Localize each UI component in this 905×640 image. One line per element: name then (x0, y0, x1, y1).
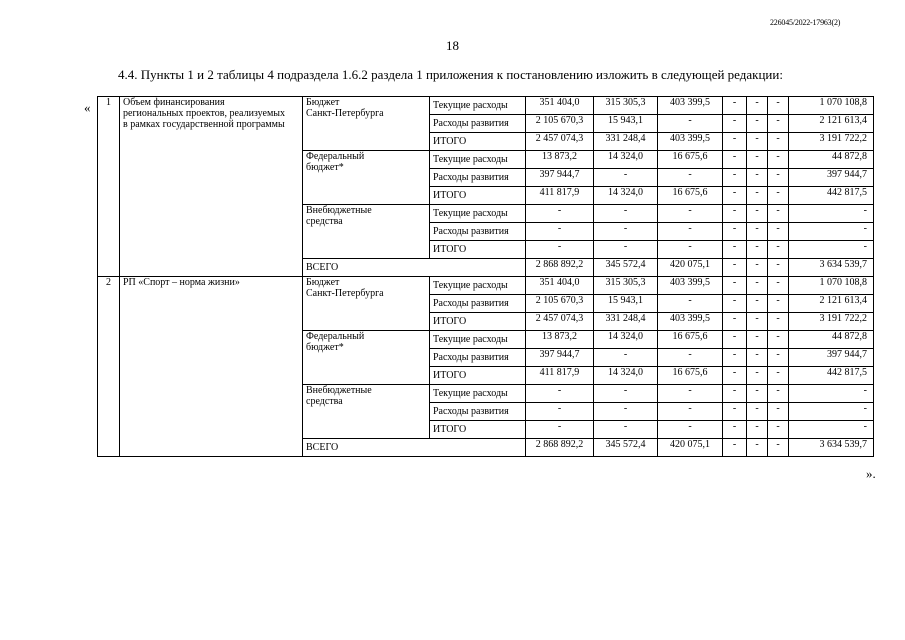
value-cell: 15 943,1 (594, 295, 658, 313)
value-cell: - (723, 277, 747, 295)
total-value-cell: 3 634 539,7 (789, 259, 874, 277)
value-cell: 442 817,5 (789, 367, 874, 385)
value-cell: 13 873,2 (526, 331, 594, 349)
value-cell: - (747, 133, 768, 151)
value-cell: - (594, 205, 658, 223)
value-cell: 44 872,8 (789, 331, 874, 349)
value-cell: - (723, 385, 747, 403)
value-cell: - (789, 403, 874, 421)
expense-type: Расходы развития (430, 349, 526, 367)
expense-type: Расходы развития (430, 295, 526, 313)
value-cell: - (723, 349, 747, 367)
value-cell: - (723, 331, 747, 349)
value-cell: 1 070 108,8 (789, 277, 874, 295)
value-cell: 2 121 613,4 (789, 295, 874, 313)
total-value-cell: 420 075,1 (658, 439, 723, 457)
value-cell: - (789, 241, 874, 259)
value-cell: - (747, 187, 768, 205)
value-cell: - (747, 223, 768, 241)
total-label: ВСЕГО (303, 259, 526, 277)
value-cell: 13 873,2 (526, 151, 594, 169)
expense-type: ИТОГО (430, 367, 526, 385)
value-cell: - (723, 403, 747, 421)
value-cell: - (768, 169, 789, 187)
row-name: Объем финансирования региональных проектов, реализуемых в рамках государственной программы (120, 97, 303, 277)
value-cell: - (747, 97, 768, 115)
expense-type: ИТОГО (430, 133, 526, 151)
value-cell: - (747, 241, 768, 259)
expense-type: ИТОГО (430, 187, 526, 205)
value-cell: 397 944,7 (526, 349, 594, 367)
value-cell: - (768, 403, 789, 421)
value-cell: - (768, 295, 789, 313)
value-cell: 14 324,0 (594, 187, 658, 205)
value-cell: - (747, 205, 768, 223)
total-label: ВСЕГО (303, 439, 526, 457)
value-cell: - (768, 97, 789, 115)
value-cell: - (747, 349, 768, 367)
value-cell: 2 105 670,3 (526, 295, 594, 313)
value-cell: 2 457 074,3 (526, 313, 594, 331)
value-cell: - (526, 241, 594, 259)
value-cell: 403 399,5 (658, 313, 723, 331)
value-cell: 442 817,5 (789, 187, 874, 205)
row-number: 1 (98, 97, 120, 277)
value-cell: - (723, 205, 747, 223)
funding-source: Внебюджетные средства (303, 205, 430, 259)
value-cell: - (747, 169, 768, 187)
value-cell: - (594, 421, 658, 439)
value-cell: 315 305,3 (594, 277, 658, 295)
value-cell: - (747, 295, 768, 313)
value-cell: - (747, 151, 768, 169)
funding-source: Бюджет Санкт-Петербурга (303, 277, 430, 331)
opening-quote: « (84, 100, 91, 115)
value-cell: 16 675,6 (658, 367, 723, 385)
value-cell: 14 324,0 (594, 151, 658, 169)
expense-type: Текущие расходы (430, 277, 526, 295)
value-cell: 331 248,4 (594, 133, 658, 151)
value-cell: - (723, 367, 747, 385)
value-cell: - (658, 205, 723, 223)
expense-type: Расходы развития (430, 223, 526, 241)
value-cell: - (594, 403, 658, 421)
value-cell: 14 324,0 (594, 331, 658, 349)
funding-source: Внебюджетные средства (303, 385, 430, 439)
value-cell: - (789, 205, 874, 223)
value-cell: 2 457 074,3 (526, 133, 594, 151)
value-cell: - (594, 169, 658, 187)
value-cell: 15 943,1 (594, 115, 658, 133)
value-cell: - (768, 205, 789, 223)
value-cell: - (594, 223, 658, 241)
total-value-cell: 345 572,4 (594, 259, 658, 277)
value-cell: 14 324,0 (594, 367, 658, 385)
document-number: 226045/2022-17963(2) (770, 18, 841, 27)
value-cell: - (768, 421, 789, 439)
closing-quote: ». (866, 466, 876, 481)
value-cell: - (723, 313, 747, 331)
value-cell: - (747, 277, 768, 295)
value-cell: - (723, 115, 747, 133)
expense-type: Расходы развития (430, 115, 526, 133)
expense-type: ИТОГО (430, 313, 526, 331)
row-name: РП «Спорт – норма жизни» (120, 277, 303, 457)
value-cell: - (526, 223, 594, 241)
expense-type: Текущие расходы (430, 331, 526, 349)
value-cell: - (768, 385, 789, 403)
value-cell: - (723, 151, 747, 169)
value-cell: - (526, 421, 594, 439)
total-value-cell: - (723, 259, 747, 277)
value-cell: 2 121 613,4 (789, 115, 874, 133)
value-cell: - (768, 187, 789, 205)
value-cell: 351 404,0 (526, 97, 594, 115)
amendment-heading: 4.4. Пункты 1 и 2 таблицы 4 подраздела 1.6.2 раздела 1 приложения к постановлению изложить в следующей редакции: (118, 67, 783, 82)
value-cell: - (768, 151, 789, 169)
expense-type: Текущие расходы (430, 97, 526, 115)
value-cell: 16 675,6 (658, 151, 723, 169)
value-cell: 403 399,5 (658, 277, 723, 295)
table-row (98, 97, 874, 115)
total-value-cell: 3 634 539,7 (789, 439, 874, 457)
value-cell: - (789, 421, 874, 439)
value-cell: - (768, 241, 789, 259)
value-cell: - (723, 133, 747, 151)
table-row (98, 277, 874, 295)
value-cell: 411 817,9 (526, 187, 594, 205)
value-cell: 44 872,8 (789, 151, 874, 169)
value-cell: - (789, 385, 874, 403)
value-cell: - (747, 313, 768, 331)
value-cell: 331 248,4 (594, 313, 658, 331)
value-cell: - (747, 403, 768, 421)
page-number: 18 (446, 38, 459, 53)
value-cell: - (723, 169, 747, 187)
funding-source: Федеральный бюджет* (303, 331, 430, 385)
value-cell: - (723, 295, 747, 313)
value-cell: - (723, 187, 747, 205)
value-cell: - (658, 241, 723, 259)
total-value-cell: 2 868 892,2 (526, 439, 594, 457)
value-cell: 397 944,7 (789, 349, 874, 367)
value-cell: - (526, 403, 594, 421)
value-cell: 2 105 670,3 (526, 115, 594, 133)
value-cell: 3 191 722,2 (789, 313, 874, 331)
financing-table (97, 96, 874, 457)
total-value-cell: 420 075,1 (658, 259, 723, 277)
funding-source: Бюджет Санкт-Петербурга (303, 97, 430, 151)
value-cell: - (723, 223, 747, 241)
total-value-cell: - (768, 439, 789, 457)
value-cell: - (768, 133, 789, 151)
total-value-cell: 2 868 892,2 (526, 259, 594, 277)
value-cell: - (768, 331, 789, 349)
row-number: 2 (98, 277, 120, 457)
value-cell: - (658, 295, 723, 313)
value-cell: - (768, 277, 789, 295)
value-cell: - (747, 385, 768, 403)
total-value-cell: - (747, 259, 768, 277)
financing-table-body (98, 97, 874, 457)
value-cell: - (658, 385, 723, 403)
total-value-cell: - (747, 439, 768, 457)
value-cell: - (594, 385, 658, 403)
value-cell: 16 675,6 (658, 187, 723, 205)
value-cell: 3 191 722,2 (789, 133, 874, 151)
expense-type: Расходы развития (430, 169, 526, 187)
expense-type: ИТОГО (430, 241, 526, 259)
value-cell: 16 675,6 (658, 331, 723, 349)
value-cell: - (768, 367, 789, 385)
value-cell: 315 305,3 (594, 97, 658, 115)
expense-type: Текущие расходы (430, 205, 526, 223)
value-cell: - (747, 331, 768, 349)
value-cell: - (789, 223, 874, 241)
value-cell: - (723, 421, 747, 439)
value-cell: 351 404,0 (526, 277, 594, 295)
value-cell: - (723, 241, 747, 259)
value-cell: - (526, 385, 594, 403)
value-cell: - (768, 313, 789, 331)
value-cell: - (594, 349, 658, 367)
funding-source: Федеральный бюджет* (303, 151, 430, 205)
value-cell: - (658, 421, 723, 439)
value-cell: - (526, 205, 594, 223)
value-cell: - (658, 115, 723, 133)
expense-type: Расходы развития (430, 403, 526, 421)
value-cell: - (594, 241, 658, 259)
value-cell: - (747, 421, 768, 439)
value-cell: - (768, 223, 789, 241)
value-cell: - (747, 115, 768, 133)
value-cell: 397 944,7 (789, 169, 874, 187)
value-cell: 411 817,9 (526, 367, 594, 385)
value-cell: - (658, 223, 723, 241)
value-cell: 1 070 108,8 (789, 97, 874, 115)
value-cell: - (747, 367, 768, 385)
total-value-cell: - (768, 259, 789, 277)
expense-type: Текущие расходы (430, 151, 526, 169)
expense-type: ИТОГО (430, 421, 526, 439)
value-cell: 403 399,5 (658, 133, 723, 151)
value-cell: - (658, 349, 723, 367)
value-cell: 403 399,5 (658, 97, 723, 115)
value-cell: - (658, 169, 723, 187)
total-value-cell: 345 572,4 (594, 439, 658, 457)
value-cell: - (658, 403, 723, 421)
value-cell: - (723, 97, 747, 115)
value-cell: 397 944,7 (526, 169, 594, 187)
total-value-cell: - (723, 439, 747, 457)
value-cell: - (768, 115, 789, 133)
expense-type: Текущие расходы (430, 385, 526, 403)
value-cell: - (768, 349, 789, 367)
